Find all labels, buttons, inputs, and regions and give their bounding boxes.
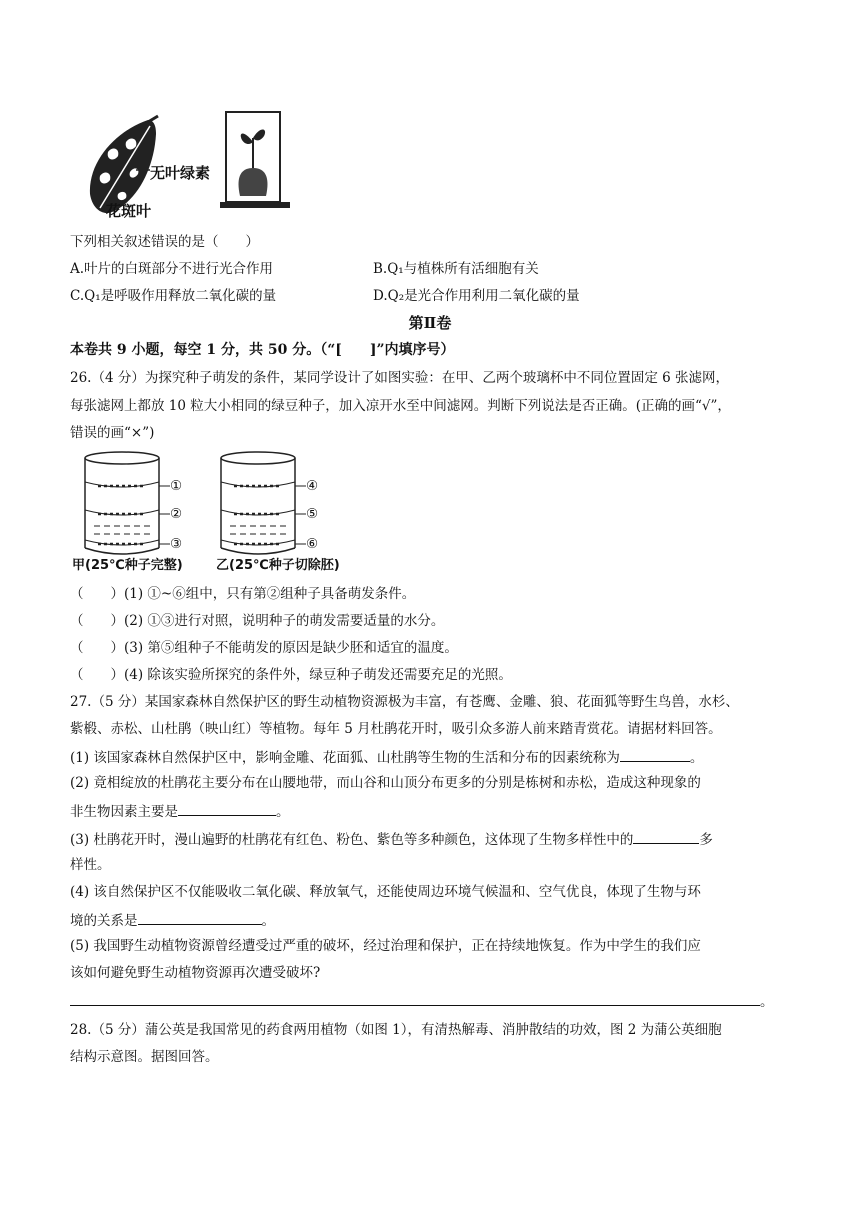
q25-option-a: A.叶片的白斑部分不进行光合作用 [70, 261, 274, 277]
cup-jia-caption: 甲(25℃种子完整) [72, 558, 183, 573]
q26-item-1: （ ）(1) ①~⑥组中，只有第②组种子具备萌发条件。 [70, 586, 416, 602]
q27-sub5-answer-blank[interactable] [70, 990, 760, 1006]
q27-intro-line2: 紫椴、赤松、山杜鹃（映山红）等植物。每年 5 月杜鹃花开时，吸引众多游人前来踏青赏花。请据材料回答。 [70, 721, 722, 737]
seed-germination-diagram [70, 448, 350, 578]
q27-sub1-answer-blank[interactable] [620, 746, 690, 762]
q27-sub4-line1: (4) 该自然保护区不仅能吸收二氧化碳、释放氧气，还能使周边环境气候温和、空气优良，体现了生物与环 [70, 884, 701, 900]
q27-sub1-end: 。 [689, 750, 704, 766]
q27-sub3-text: (3) 杜鹃花开时，漫山遍野的杜鹃花有红色、粉色、紫色等多种颜色，这体现了生物多样性中的 [70, 832, 634, 848]
part2-instructions: 本卷共 9 小题，每空 1 分，共 50 分。（“[ ]”内填序号） [70, 342, 455, 358]
q27-sub1 [70, 746, 703, 768]
q27-sub4-end: 。 [261, 913, 275, 929]
part2-title: 第Ⅱ卷 [408, 314, 452, 332]
q27-intro-line1: 27.（5 分）某国家森林自然保护区的野生动植物资源极为丰富，有苍鹰、金雕、狼、花面狐等野生鸟兽，水杉、 [70, 694, 739, 710]
q27-sub5-answer-line [70, 990, 774, 1012]
q27-sub5-end: 。 [760, 994, 774, 1010]
marker-2: ② [170, 506, 183, 522]
q26-item-4: （ ）(4) 除该实验所探究的条件外，绿豆种子萌发还需要充足的光照。 [70, 667, 512, 683]
cup-jia [85, 452, 170, 554]
q27-sub2-text: 非生物因素主要是 [70, 804, 178, 820]
q28-intro-line1: 28.（5 分）蒲公英是我国常见的药食两用植物（如图 1），有清热解毒、消肿散结的功效，图 2 为蒲公英细胞 [70, 1022, 722, 1038]
bell-jar-illustration [216, 108, 298, 214]
q27-sub3-line2: 样性。 [70, 857, 111, 873]
variegated-leaf-label: 花斑叶 [106, 202, 152, 220]
q26-item-2: （ ）(2) ①③进行对照，说明种子的萌发需要适量的水分。 [70, 613, 445, 629]
q27-sub4-answer-blank[interactable] [138, 909, 262, 925]
cup-yi-caption: 乙(25℃种子切除胚) [216, 558, 340, 573]
q27-sub2-end: 。 [276, 804, 290, 820]
q25-stem: 下列相关叙述错误的是（ ） [70, 234, 259, 250]
q27-sub4-text: 境的关系是 [70, 913, 138, 929]
q27-sub1-text: (1) 该国家森林自然保护区中，影响金雕、花面狐、山杜鹃等生物的生活和分布的因素统称为 [70, 750, 620, 766]
q27-sub5-line1: (5) 我国野生动植物资源曾经遭受过严重的破坏，经过治理和保护，正在持续地恢复。作为中学生的我们应 [70, 938, 701, 954]
cup-yi [221, 452, 306, 554]
q25-option-d: D.Q₂是光合作用利用二氧化碳的量 [373, 288, 580, 304]
q27-sub5-line2: 该如何避免野生动植物资源再次遭受破坏? [70, 965, 321, 981]
no-chlorophyll-label: 无叶绿素 [150, 164, 211, 182]
q27-sub3-line1-end: 多 [699, 832, 713, 848]
bell-jar-figure [216, 108, 298, 214]
q28-intro-line2: 结构示意图。据图回答。 [70, 1049, 219, 1065]
q25-option-b: B.Q₁与植株所有活细胞有关 [373, 261, 539, 277]
q26-intro-line3: 错误的画“×”) [70, 425, 155, 441]
q27-sub2-line1: (2) 竟相绽放的杜鹃花主要分布在山腰地带，而山谷和山顶分布更多的分别是栋树和赤松，造成这种现象的 [70, 775, 701, 791]
marker-5: ⑤ [306, 506, 319, 522]
q27-sub3-answer-blank[interactable] [633, 828, 699, 844]
marker-3: ③ [170, 536, 183, 552]
q25-option-c: C.Q₁是呼吸作用释放二氧化碳的量 [70, 288, 277, 304]
q27-sub4-line2 [70, 909, 275, 931]
q27-sub3-line1 [70, 828, 713, 850]
q27-sub2-answer-blank[interactable] [178, 800, 276, 816]
q26-item-3: （ ）(3) 第⑤组种子不能萌发的原因是缺少胚和适宜的温度。 [70, 640, 458, 656]
q27-sub2-line2 [70, 800, 290, 822]
marker-4: ④ [306, 478, 319, 494]
q26-intro-line2: 每张滤网上都放 10 粒大小相同的绿豆种子，加入凉开水至中间滤网。判断下列说法是否正确。(正确的画“√”， [70, 398, 731, 414]
marker-6: ⑥ [306, 536, 319, 552]
marker-1: ① [170, 478, 183, 494]
q26-intro-line1: 26.（4 分）为探究种子萌发的条件，某同学设计了如图实验：在甲、乙两个玻璃杯中不同位置固定 6 张滤网， [70, 370, 730, 386]
